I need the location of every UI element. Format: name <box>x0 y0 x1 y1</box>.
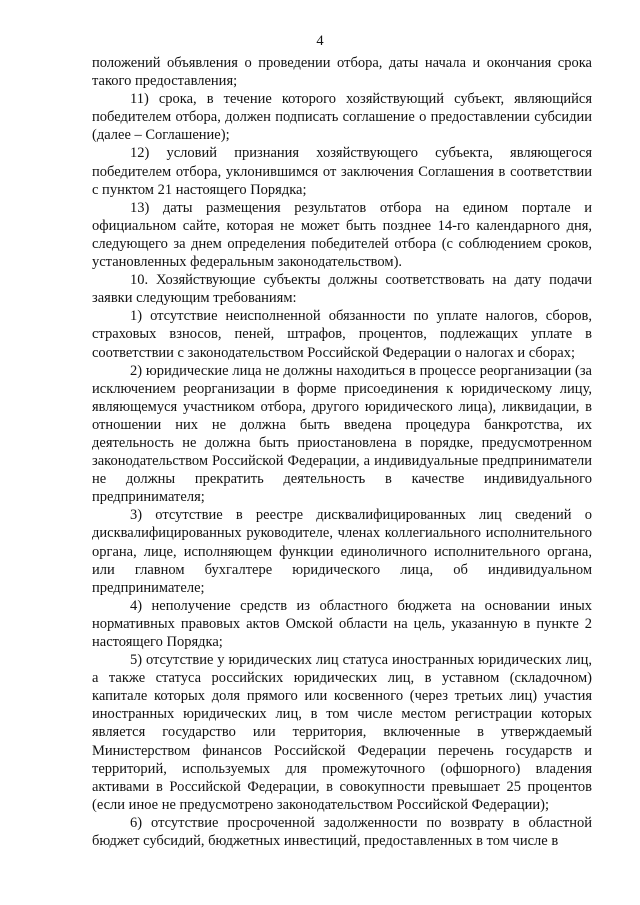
page-number: 4 <box>316 33 324 49</box>
paragraph-requirement-4: 4) неполучение средств из областного бюджета на основании иных нормативных правовых актов Омской области на цель, указанную в пункте 2 настоящего Порядка; <box>92 597 592 650</box>
paragraph-section-10: 10. Хозяйствующие субъекты должны соответствовать на дату подачи заявки следующим требованиям: <box>92 272 592 307</box>
paragraph-requirement-2: 2) юридические лица не должны находиться в процессе реорганизации (за исключением реорганизации в форме присоединения к юридическому лицу, являющемуся участником отбора, другого юридического лица), ликвидации, в отношении них не должна быть введена процедура банкротства, их деятельность не должна быть приостановлена в порядке, предусмотренном законодательством Российской Федерации, а индивидуальные предприниматели не должны прекратить деятельность в качестве индивидуального предпринимателя; <box>92 362 592 506</box>
paragraph-item-13: 13) даты размещения результатов отбора на едином портале и официальном сайте, которая не может быть позднее 14-го календарного дня, следующего за днем определения победителей отбора (с соблюдением сроков, установленных федеральным законодательством). <box>92 199 592 271</box>
paragraph-requirement-6: 6) отсутствие просроченной задолженности по возврату в областной бюджет субсидий, бюджетных инвестиций, предоставленных в том числе в <box>92 814 592 850</box>
paragraph-requirement-1: 1) отсутствие неисполненной обязанности по уплате налогов, сборов, страховых взносов, пеней, штрафов, процентов, подлежащих уплате в соответствии с законодательством Российской Федерации о налогах и сборах; <box>92 308 592 361</box>
paragraph-requirement-3: 3) отсутствие в реестре дисквалифицированных лиц сведений о дисквалифицированных руководителе, членах коллегиального исполнительного органа, лице, исполняющем функции единоличного исполнительного органа, или главном бухгалтере юридического лица, об индивидуальном предпринимателе; <box>92 507 592 596</box>
paragraph-item-11: 11) срока, в течение которого хозяйствующий субъект, являющийся победителем отбора, должен подписать соглашение о предоставлении субсидии (далее – Соглашение); <box>92 91 592 144</box>
paragraph-requirement-5: 5) отсутствие у юридических лиц статуса иностранных юридических лиц, а также статуса российских юридических лиц, в уставном (складочном) капитале которых доля прямого или косвенного (через третьих лиц) участия иностранных юридических лиц, в том числе местом регистрации которых является государство или территория, включенные в утверждаемый Министерством финансов Российской Федерации перечень государств и территорий, используемых для промежуточного (офшорного) владения активами в Российской Федерации, в совокупности превышает 25 процентов (если иное не предусмотрено законодательством Российской Федерации); <box>92 652 592 813</box>
paragraph-item-12: 12) условий признания хозяйствующего субъекта, являющегося победителем отбора, уклонившимся от заключения Соглашения в соответствии с пунктом 21 настоящего Порядка; <box>92 145 592 198</box>
paragraph-continuation: положений объявления о проведении отбора, даты начала и окончания срока такого предоставления; <box>92 55 592 90</box>
document-body <box>92 54 592 850</box>
